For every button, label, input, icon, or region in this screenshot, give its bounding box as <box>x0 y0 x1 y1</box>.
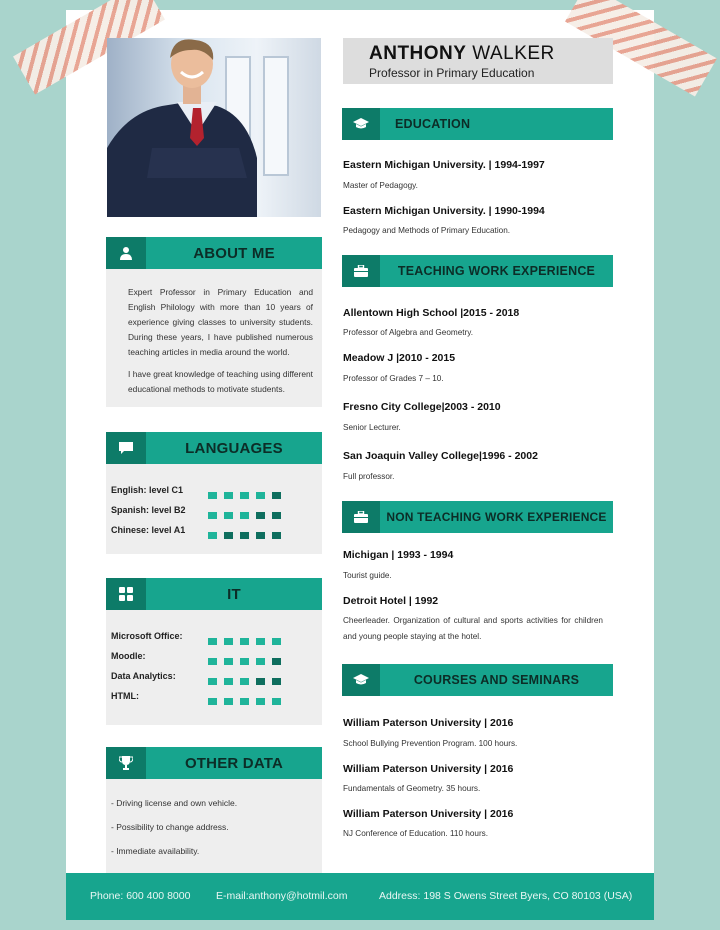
language-label: English: level C1 <box>111 485 184 495</box>
nonteaching-header <box>342 501 613 533</box>
about-header <box>106 237 322 269</box>
grid-icon <box>106 578 146 610</box>
contact-footer <box>66 873 654 920</box>
skill-level <box>208 672 288 690</box>
nonteaching-item-title: Michigan | 1993 - 1994 <box>343 549 454 561</box>
footer-address: Address: 198 S Owens Street Byers, CO 80103 (USA) <box>379 890 633 902</box>
chat-icon <box>106 432 146 464</box>
graduation-cap-icon <box>342 108 380 140</box>
it-skill-row <box>111 671 322 683</box>
education-header <box>342 108 613 140</box>
other-data-item: - Possibility to change address. <box>111 822 229 832</box>
language-row <box>111 485 322 497</box>
teaching-item-desc: Full professor. <box>343 472 395 481</box>
languages-panel <box>106 464 322 554</box>
education-item-desc: Pedagogy and Methods of Primary Education. <box>343 226 511 235</box>
nonteaching-item-desc: Tourist guide. <box>343 571 392 580</box>
about-panel <box>106 269 322 407</box>
job-role: Professor in Primary Education <box>369 66 535 80</box>
teaching-header <box>342 255 613 287</box>
teaching-item-desc: Professor of Algebra and Geometry. <box>343 328 474 337</box>
briefcase-icon <box>342 255 380 287</box>
first-name: ANTHONY <box>369 43 467 64</box>
education-title: EDUCATION <box>395 117 471 131</box>
profile-photo <box>107 38 321 217</box>
teaching-item-desc: Senior Lecturer. <box>343 423 401 432</box>
skill-level <box>208 486 288 504</box>
languages-header <box>106 432 322 464</box>
teaching-item-title: San Joaquin Valley College|1996 - 2002 <box>343 450 538 462</box>
teaching-item-title: Meadow J |2010 - 2015 <box>343 352 456 364</box>
about-paragraph-1: Expert Professor in Primary Education and English Philology with more than 10 years of experience giving classes to university students. During these years, I have published numerous teaching articles in media around the world. <box>128 287 313 357</box>
full-name <box>369 43 555 65</box>
other-data-title: OTHER DATA <box>184 754 284 772</box>
courses-header <box>342 664 613 696</box>
course-item-title: William Paterson University | 2016 <box>343 763 514 775</box>
it-skill-row <box>111 651 322 663</box>
course-item-title: William Paterson University | 2016 <box>343 808 514 820</box>
teaching-item-title: Fresno City College|2003 - 2010 <box>343 401 501 413</box>
languages-title: LANGUAGES <box>185 439 283 457</box>
skill-level <box>208 506 288 524</box>
nonteaching-title: NON TEACHING WORK EXPERIENCE <box>386 510 607 524</box>
it-skill-label: Moodle: <box>111 651 146 661</box>
teaching-title: TEACHING WORK EXPERIENCE <box>397 264 596 278</box>
skill-level <box>208 692 288 710</box>
skill-level <box>208 526 288 544</box>
user-icon <box>106 237 146 269</box>
about-paragraph-2: I have great knowledge of teaching using different educational methods to motivate students. <box>128 369 313 394</box>
briefcase-icon <box>342 501 380 533</box>
language-row <box>111 525 322 537</box>
nonteaching-item-desc: Cheerleader. Organization of cultural and sports activities for children and young people staying at the hotel. <box>343 616 603 641</box>
courses-title: COURSES AND SEMINARS <box>413 673 580 687</box>
education-item-desc: Master of Pedagogy. <box>343 181 418 190</box>
skill-level <box>208 632 288 650</box>
course-item-title: William Paterson University | 2016 <box>343 717 514 729</box>
graduation-cap-icon <box>342 664 380 696</box>
language-label: Chinese: level A1 <box>111 525 186 535</box>
it-header <box>106 578 322 610</box>
other-data-header <box>106 747 322 779</box>
teaching-item-desc: Professor of Grades 7 – 10. <box>343 374 444 383</box>
language-label: Spanish: level B2 <box>111 505 186 515</box>
teaching-item-title: Allentown High School |2015 - 2018 <box>343 307 520 319</box>
footer-phone: Phone: 600 400 8000 <box>90 890 191 902</box>
it-skill-row <box>111 631 322 643</box>
course-item-desc: School Bullying Prevention Program. 100 hours. <box>343 739 518 748</box>
it-skill-label: HTML: <box>111 691 139 701</box>
footer-email: E-mail:anthony@hotmil.com <box>216 890 348 902</box>
education-item-title: Eastern Michigan University. | 1990-1994 <box>343 205 545 217</box>
name-box <box>343 38 613 84</box>
trophy-icon <box>106 747 146 779</box>
it-skill-row <box>111 691 322 703</box>
other-data-panel <box>106 779 322 873</box>
it-title: IT <box>227 585 241 603</box>
nonteaching-item-title: Detroit Hotel | 1992 <box>343 595 439 607</box>
language-row <box>111 505 322 517</box>
skill-level <box>208 652 288 670</box>
it-panel <box>106 610 322 725</box>
course-item-desc: Fundamentals of Geometry. 35 hours. <box>343 784 481 793</box>
other-data-item: - Immediate availability. <box>111 846 200 856</box>
it-skill-label: Microsoft Office: <box>111 631 183 641</box>
other-data-item: - Driving license and own vehicle. <box>111 798 238 808</box>
about-title: ABOUT ME <box>193 244 275 262</box>
last-name: WALKER <box>472 43 555 64</box>
education-item-title: Eastern Michigan University. | 1994-1997 <box>343 159 545 171</box>
it-skill-label: Data Analytics: <box>111 671 176 681</box>
course-item-desc: NJ Conference of Education. 110 hours. <box>343 829 489 838</box>
